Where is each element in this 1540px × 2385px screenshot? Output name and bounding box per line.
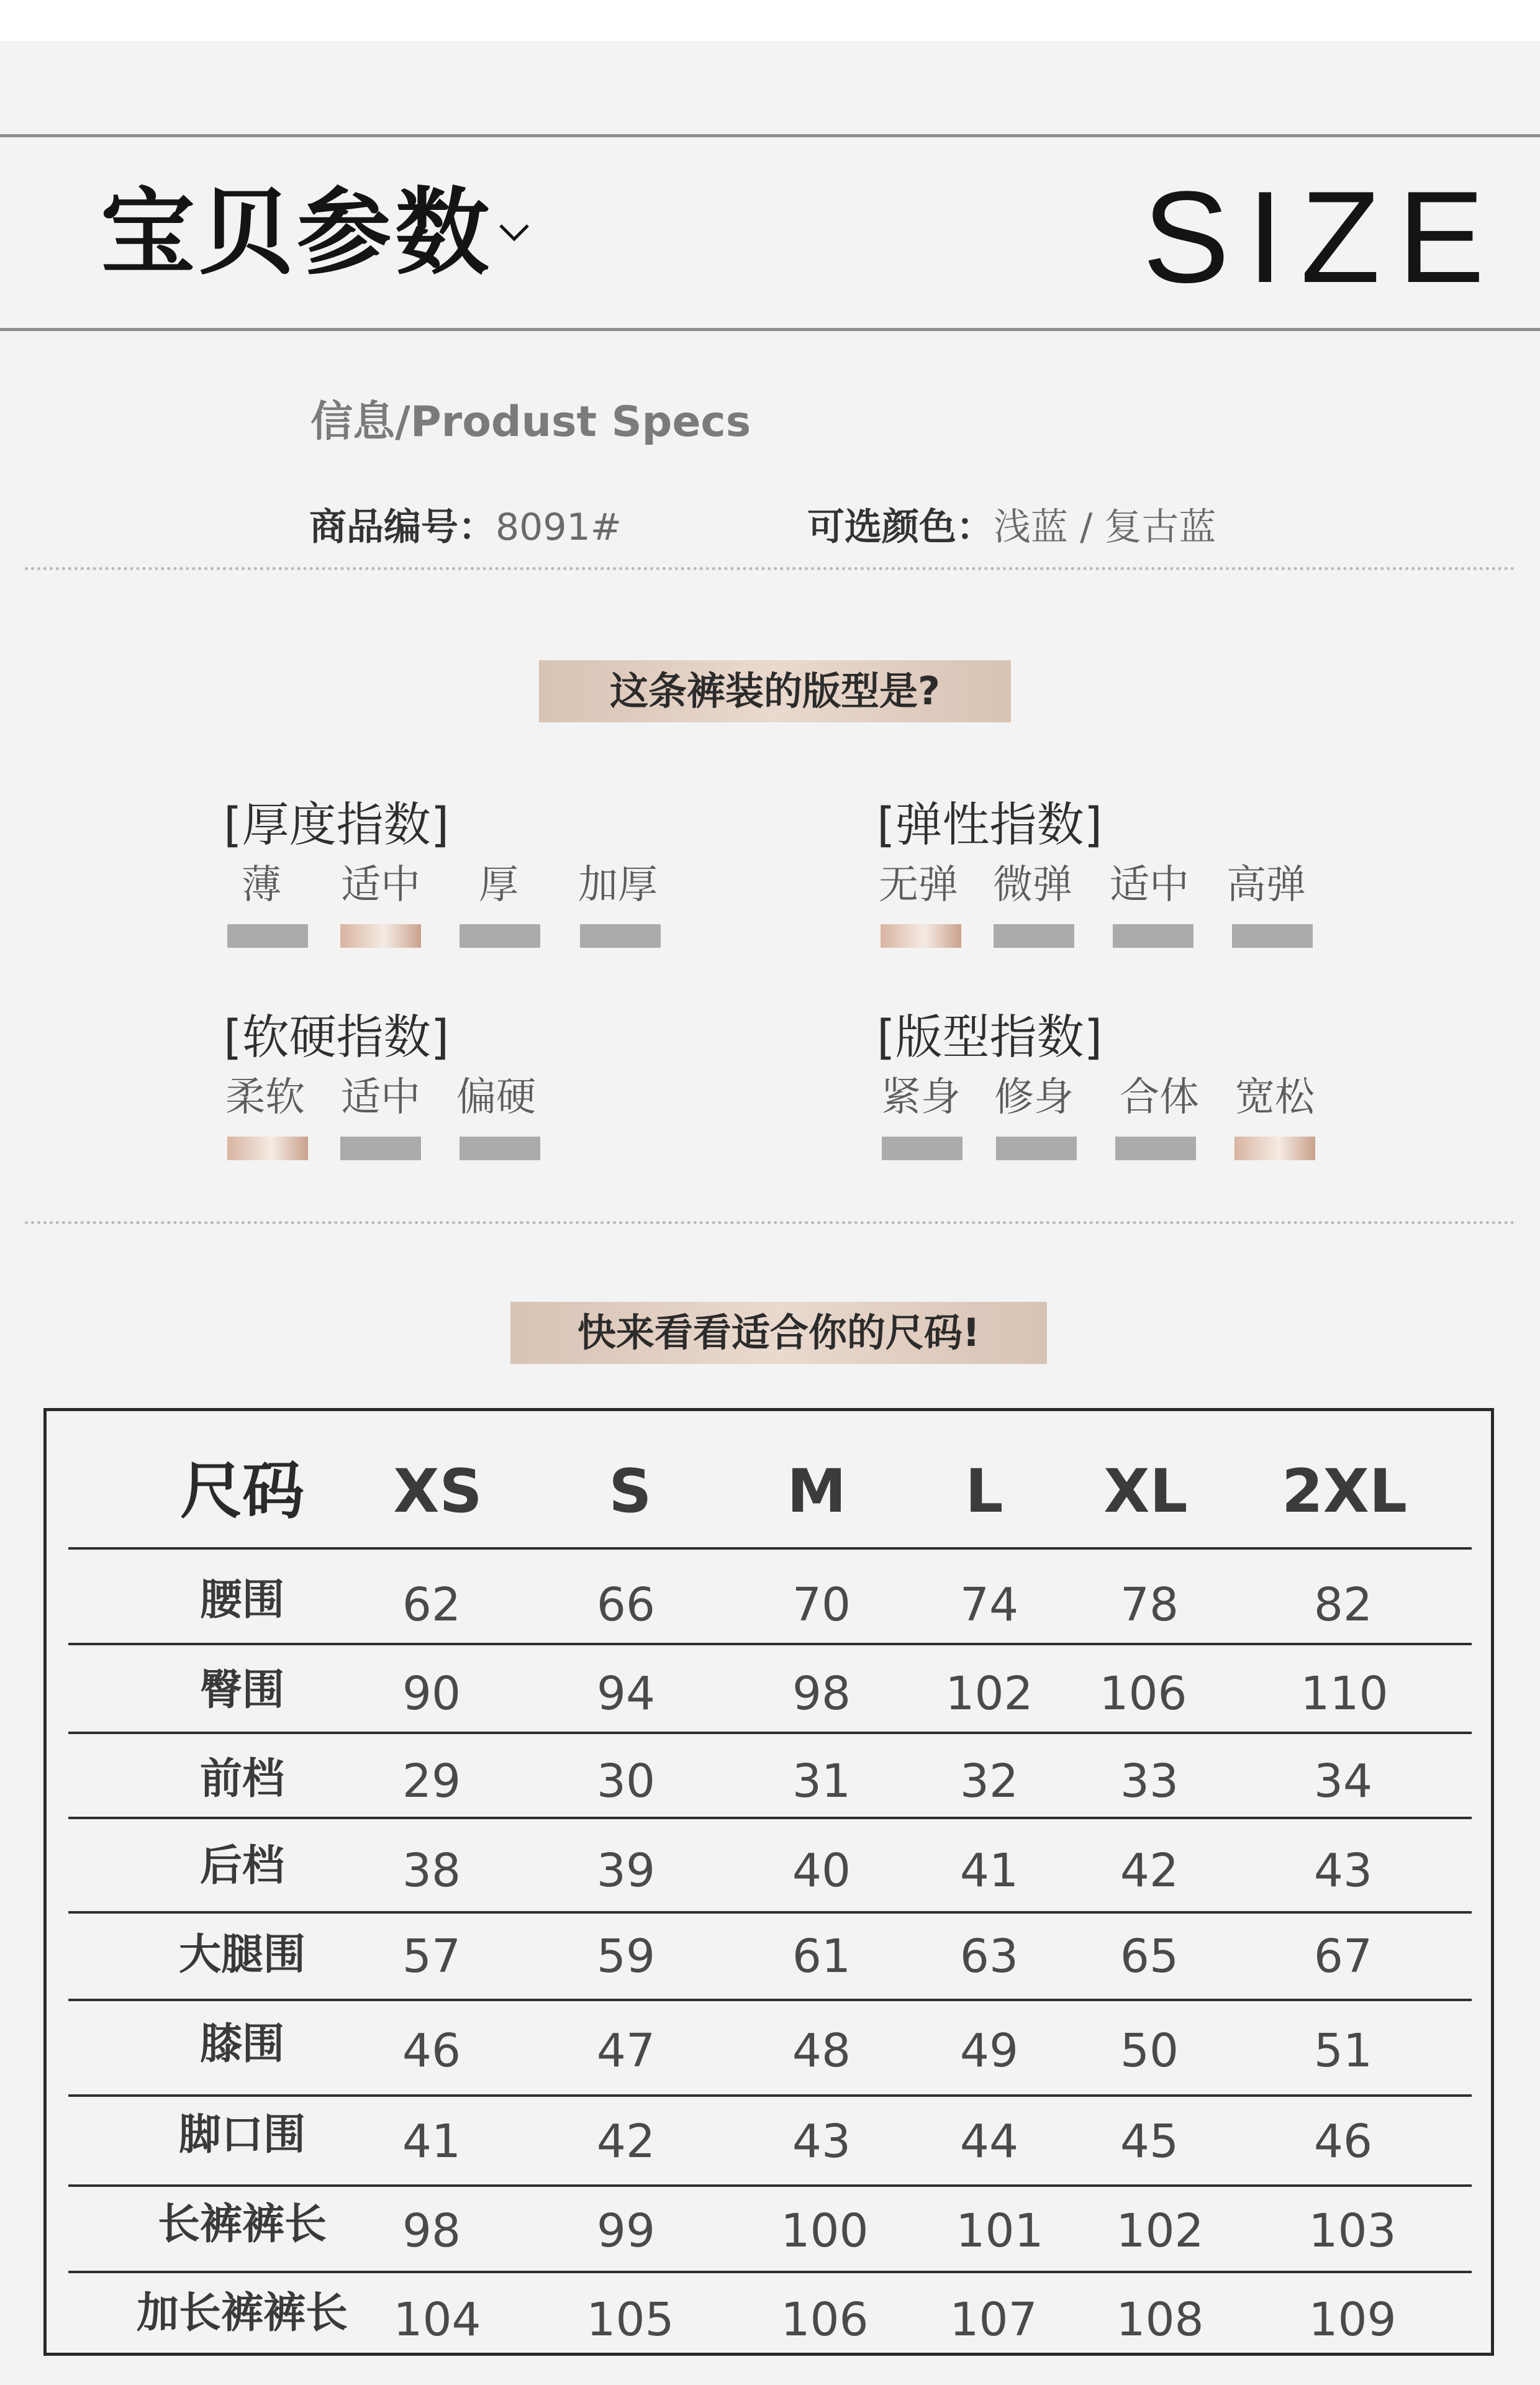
table-cell: 31 — [792, 1755, 851, 1808]
fit-bar-selected — [1234, 1137, 1315, 1160]
table-cell: 42 — [596, 2115, 656, 2168]
table-cell: 29 — [402, 1755, 461, 1808]
table-header-l: L — [965, 1456, 1003, 1526]
size-banner: 快来看看适合你的尺码! — [510, 1302, 1047, 1364]
table-cell: 48 — [792, 2024, 851, 2078]
table-cell: 104 — [393, 2293, 481, 2346]
color-options — [807, 499, 1216, 555]
table-header-xs: XS — [393, 1456, 482, 1526]
table-cell: 47 — [596, 2024, 656, 2078]
table-cell: 98 — [402, 2204, 461, 2258]
fit-index-title: [版型指数] — [877, 1009, 1103, 1065]
table-cell: 105 — [586, 2293, 674, 2346]
table-cell: 46 — [402, 2024, 461, 2078]
thickness-bar — [580, 924, 661, 948]
table-cell: 51 — [1313, 2024, 1373, 2078]
thickness-bar — [460, 924, 540, 948]
softness-option: 适中 — [341, 1074, 420, 1120]
elasticity-index-title: [弹性指数] — [877, 797, 1103, 852]
table-row-label: 长裤裤长 — [157, 2200, 327, 2249]
table-cell: 94 — [596, 1667, 656, 1720]
table-cell: 102 — [1116, 2204, 1204, 2258]
table-cell: 38 — [402, 1844, 461, 1897]
table-cell: 82 — [1313, 1578, 1373, 1632]
item-number-value: 8091# — [496, 506, 622, 549]
table-cell: 78 — [1120, 1578, 1179, 1632]
table-header-xl: XL — [1103, 1456, 1188, 1526]
table-cell: 41 — [402, 2115, 461, 2168]
table-row-label: 大腿围 — [178, 1930, 306, 1979]
thickness-bar — [227, 924, 308, 948]
fit-banner: 这条裤装的版型是? — [539, 660, 1011, 722]
elasticity-option: 适中 — [1110, 862, 1189, 908]
softness-bar — [340, 1137, 421, 1160]
table-cell: 42 — [1120, 1844, 1179, 1897]
softness-bar — [460, 1137, 540, 1160]
table-cell: 99 — [596, 2204, 656, 2258]
fit-option: 修身 — [994, 1074, 1074, 1120]
table-cell: 40 — [792, 1844, 851, 1897]
table-cell: 57 — [402, 1930, 461, 1983]
table-cell: 102 — [945, 1667, 1033, 1720]
fit-option: 紧身 — [881, 1074, 961, 1120]
elasticity-option: 高弹 — [1226, 862, 1306, 908]
table-row-divider — [68, 2271, 1472, 2273]
table-cell: 62 — [402, 1578, 461, 1632]
dotted-divider — [25, 1221, 1515, 1224]
header-bottom-rule — [0, 328, 1540, 331]
table-row-divider — [68, 1817, 1472, 1819]
table-cell: 49 — [959, 2024, 1019, 2078]
table-row-label: 前档 — [199, 1755, 284, 1804]
elasticity-bar — [1232, 924, 1313, 948]
table-cell: 65 — [1120, 1930, 1179, 1983]
table-cell: 70 — [792, 1578, 851, 1632]
item-number-label: 商品编号： — [309, 506, 496, 549]
table-row-divider — [68, 1643, 1472, 1645]
table-row-label: 加长裤裤长 — [136, 2289, 348, 2338]
table-cell: 34 — [1313, 1755, 1373, 1808]
table-cell: 43 — [1313, 1844, 1373, 1897]
table-cell: 107 — [949, 2293, 1038, 2346]
table-cell: 45 — [1120, 2115, 1179, 2168]
elasticity-bar — [1113, 924, 1194, 948]
table-cell: 103 — [1308, 2204, 1397, 2258]
color-options-value: 浅蓝 / 复古蓝 — [994, 506, 1216, 549]
table-cell: 61 — [792, 1930, 851, 1983]
table-row-divider — [68, 1547, 1472, 1550]
top-strip — [0, 0, 1540, 41]
table-header-m: M — [787, 1456, 846, 1526]
table-cell: 106 — [1099, 1667, 1187, 1720]
thickness-option: 薄 — [242, 862, 281, 908]
fit-option: 宽松 — [1235, 1074, 1315, 1120]
table-cell: 39 — [596, 1844, 656, 1897]
thickness-bar-selected — [340, 924, 421, 948]
softness-index-title: [软硬指数] — [224, 1009, 450, 1065]
table-row-label: 腰围 — [199, 1576, 284, 1625]
table-header-s: S — [609, 1456, 652, 1526]
table-cell: 50 — [1120, 2024, 1179, 2078]
softness-option: 偏硬 — [456, 1074, 536, 1120]
table-cell: 63 — [959, 1930, 1019, 1983]
table-header-2xl: 2XL — [1282, 1456, 1407, 1526]
table-cell: 32 — [959, 1755, 1019, 1808]
thickness-option: 加厚 — [578, 862, 658, 908]
header-top-rule — [0, 134, 1540, 137]
table-row-divider — [68, 1911, 1472, 1914]
table-row-label: 脚口围 — [178, 2110, 306, 2160]
dotted-divider — [25, 567, 1515, 570]
table-row-divider — [68, 1999, 1472, 2001]
table-cell: 109 — [1308, 2293, 1397, 2346]
table-row-divider — [68, 1732, 1472, 1734]
fit-bar — [882, 1137, 962, 1160]
fit-bar — [996, 1137, 1077, 1160]
table-cell: 66 — [596, 1578, 656, 1632]
size-heading: SIZE — [1143, 164, 1502, 310]
item-number — [309, 499, 622, 555]
fit-bar — [1115, 1137, 1196, 1160]
specs-title: 信息/Produst Specs — [310, 398, 751, 447]
table-cell: 41 — [959, 1844, 1019, 1897]
table-row-divider — [68, 2184, 1472, 2187]
table-header-size: 尺码 — [180, 1455, 304, 1527]
chevron-down-icon[interactable] — [497, 214, 532, 249]
table-row-label: 膝围 — [199, 2020, 284, 2069]
table-cell: 67 — [1313, 1930, 1373, 1983]
table-cell: 74 — [959, 1578, 1019, 1632]
thickness-option: 厚 — [479, 862, 519, 908]
table-cell: 44 — [959, 2115, 1019, 2168]
table-cell: 108 — [1116, 2293, 1204, 2346]
elasticity-bar — [994, 924, 1074, 948]
elasticity-option: 无弹 — [879, 862, 958, 908]
table-cell: 106 — [781, 2293, 869, 2346]
fit-option: 合体 — [1120, 1074, 1199, 1120]
table-cell: 43 — [792, 2115, 851, 2168]
table-cell: 90 — [402, 1667, 461, 1720]
table-cell: 101 — [956, 2204, 1044, 2258]
thickness-index-title: [厚度指数] — [224, 797, 450, 852]
softness-bar-selected — [227, 1137, 308, 1160]
table-cell: 33 — [1120, 1755, 1179, 1808]
table-cell: 98 — [792, 1667, 851, 1720]
thickness-option: 适中 — [341, 862, 420, 908]
table-row-label: 后档 — [199, 1842, 284, 1891]
elasticity-option: 微弹 — [993, 862, 1072, 908]
page-title: 宝贝参数 — [101, 178, 493, 288]
table-cell: 100 — [781, 2204, 869, 2258]
table-cell: 30 — [596, 1755, 656, 1808]
elasticity-bar-selected — [881, 924, 961, 948]
softness-option: 柔软 — [225, 1074, 305, 1120]
color-options-label: 可选颜色： — [807, 506, 994, 549]
table-row-divider — [68, 2094, 1472, 2097]
table-cell: 46 — [1313, 2115, 1373, 2168]
table-cell: 110 — [1300, 1667, 1388, 1720]
table-cell: 59 — [596, 1930, 656, 1983]
table-row-label: 臀围 — [199, 1666, 284, 1715]
